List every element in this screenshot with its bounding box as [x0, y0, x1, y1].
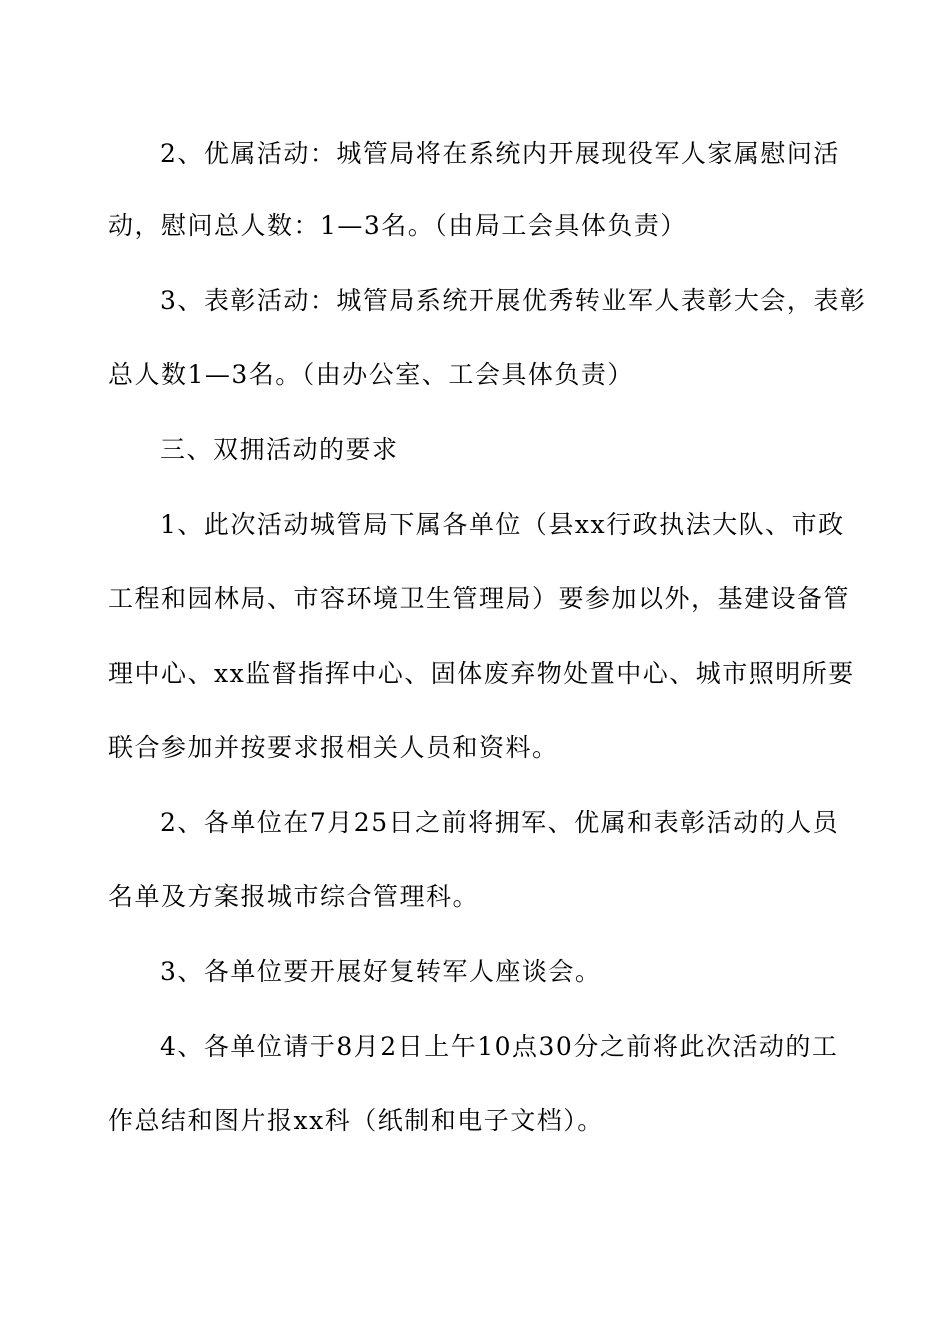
text-line: 动，慰问总人数：1—3名。（由局工会具体负责）	[108, 211, 687, 240]
text-line: 总人数1—3名。（由办公室、工会具体负责）	[108, 360, 634, 389]
text-line: 2、各单位在7月25日之前将拥军、优属和表彰活动的人员	[160, 808, 840, 837]
text-line: 4、各单位请于8月2日上午10点30分之前将此次活动的工	[160, 1032, 839, 1061]
text-line: 工程和园林局、市容环境卫生管理局）要参加以外，基建设备管	[108, 584, 851, 613]
text-line: 3、各单位要开展好复转军人座谈会。	[160, 957, 602, 986]
text-line: 联合参加并按要求报相关人员和资料。	[108, 733, 559, 762]
section-heading: 三、双拥活动的要求	[160, 435, 399, 464]
text-line: 名单及方案报城市综合管理科。	[108, 882, 480, 911]
text-line: 1、此次活动城管局下属各单位（县xx行政执法大队、市政	[160, 510, 845, 539]
text-line: 作总结和图片报xx科（纸制和电子文档）。	[108, 1106, 604, 1135]
text-line: 理中心、xx监督指挥中心、固体废弃物处置中心、城市照明所要	[108, 659, 855, 688]
text-line: 2、优属活动：城管局将在系统内开展现役军人家属慰问活	[160, 139, 840, 168]
text-line: 3、表彰活动：城管局系统开展优秀转业军人表彰大会，表彰	[160, 286, 867, 315]
